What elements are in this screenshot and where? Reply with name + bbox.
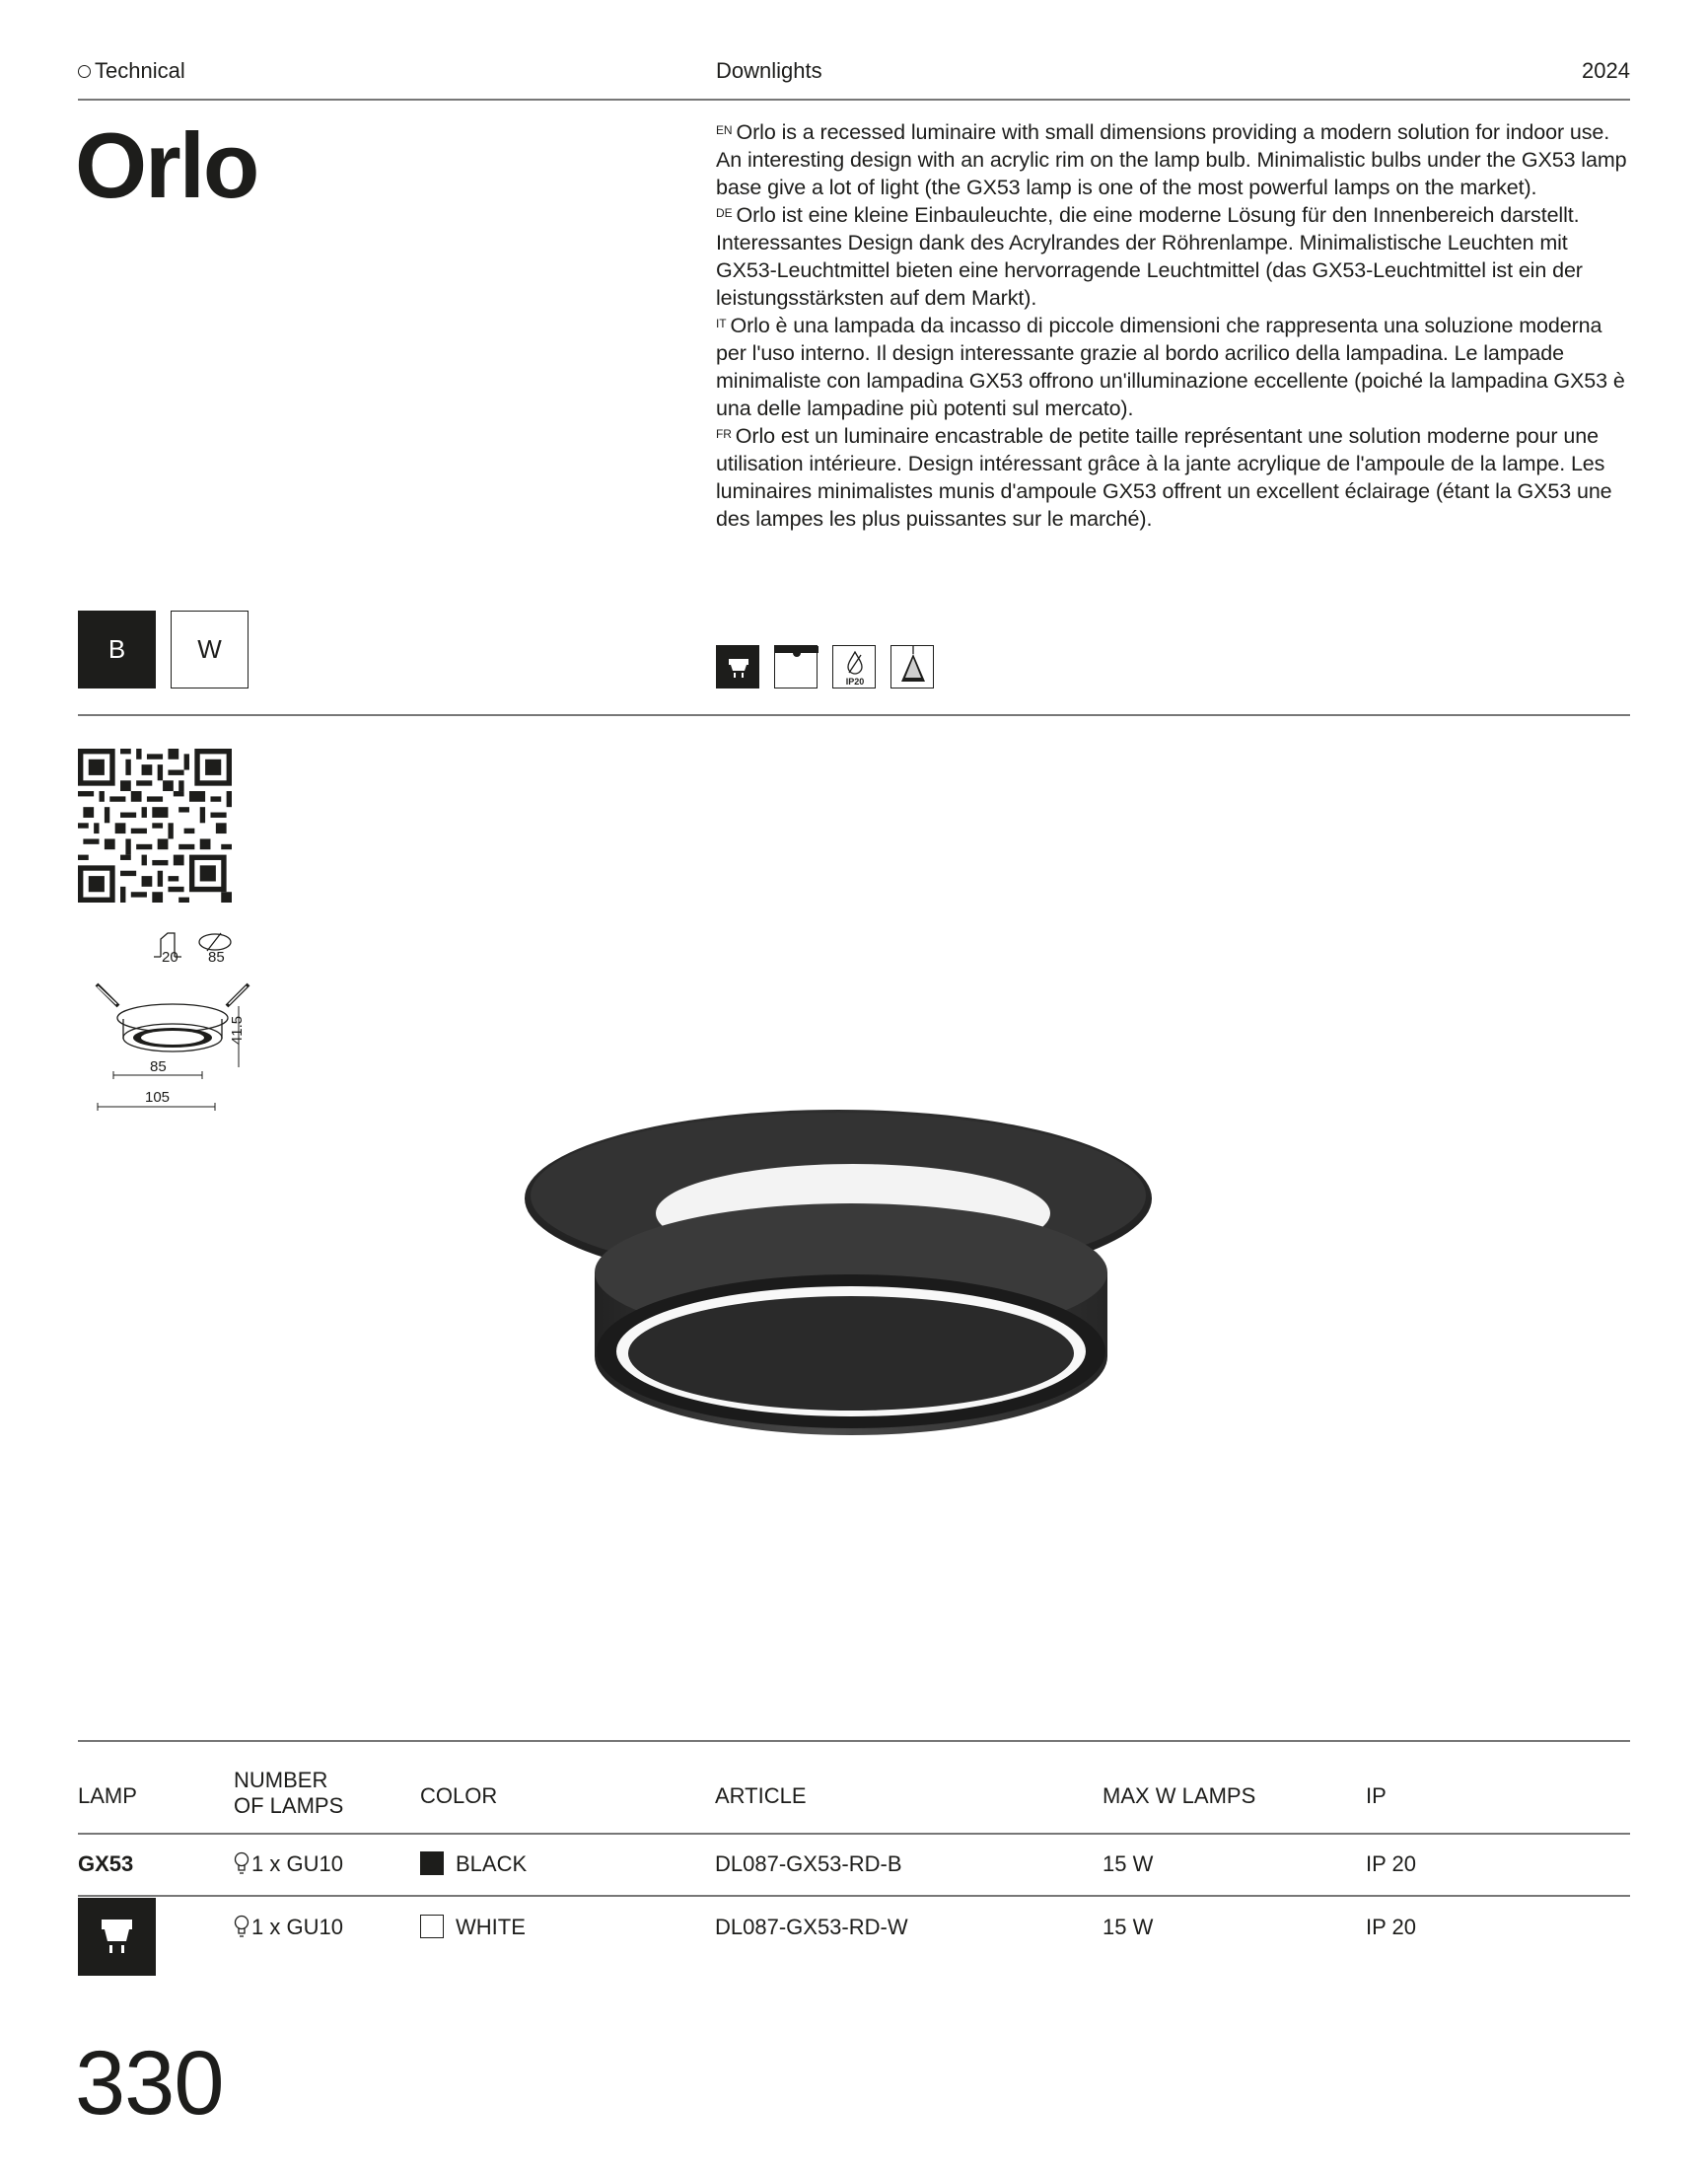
finish-black-swatch[interactable]: B (78, 611, 156, 688)
section-divider (78, 714, 1630, 716)
color-black: BLACK (420, 1850, 527, 1878)
svg-text:IP20: IP20 (845, 677, 865, 687)
ip-value: IP 20 (1366, 1915, 1416, 1939)
header-divider (78, 99, 1630, 101)
ip20-rating-icon (832, 645, 876, 688)
black-swatch-icon (420, 1851, 444, 1875)
outer-diameter-value: 105 (145, 1089, 171, 1106)
header-max-w: MAX W LAMPS (1103, 1783, 1256, 1808)
section-label (78, 57, 185, 85)
circle-icon (78, 65, 91, 78)
height-value: 41.5 (229, 1015, 247, 1046)
table-row: 1 x GU10 (234, 1914, 343, 1941)
header-color: COLOR (420, 1783, 498, 1808)
description-de: $^{DE}$ Orlo ist eine kleine Einbauleuchte, die eine moderne Lösung für den Innenbereich darstellt. Interessantes Design dank des Acrylrandes der Röhrenlampe. Minimalistische Leuchten mit GX53-Leuchtmittel bieten eine hervorragende Leuchtmittel (das GX53-Leuchtmittel ist ein der leistungsstärksten auf dem Markt). (716, 203, 1583, 310)
finish-white-swatch[interactable]: W (171, 611, 249, 688)
header-article: ARTICLE (715, 1783, 807, 1808)
ip-value: IP 20 (1366, 1851, 1416, 1876)
section-text: Technical (95, 58, 185, 83)
bulb-icon (234, 1915, 249, 1938)
gx53-lamp-icon (716, 645, 759, 688)
header-number-of-lamps: NUMBER OF LAMPS (234, 1768, 344, 1818)
max-w-value: 15 W (1103, 1851, 1154, 1876)
bulb-icon (234, 1851, 249, 1875)
description-it: $^{IT}$ Orlo è una lampada da incasso di piccole dimensioni che rappresenta una soluzione moderna per l'uso interno. Il design interessante grazie al bordo acrilico della lampadina. Le lampade minimaliste con lampadina GX53 offrono un'illuminazione eccellente (poiché la lampadina GX53 è una delle lampadine più potenti sul mercato). (716, 314, 1625, 420)
table-row-divider (78, 1895, 1630, 1897)
gx53-lamp-icon (78, 1898, 156, 1976)
description-fr: $^{FR}$ Orlo est un luminaire encastrable de petite taille représentant une solution moderne pour une utilisation intérieure. Design intéressant grâce à la jante acrylique de l'ampoule de la lampe. Les luminaires minimalistes munis d'ampoule GX53 offrent un excellent éclairage (étant la GX53 une des lampes les plus puissantes sur le marché). (716, 424, 1612, 531)
cutout-value: 85 (208, 949, 225, 966)
description-en: $^{EN}$ Orlo is a recessed luminaire with small dimensions providing a modern solution for indoor use. An interesting design with an acrylic rim on the lamp bulb. Minimalistic bulbs under the GX53 lamp base give a lot of light (the GX53 lamp is one of the most powerful lamps on the market). (716, 120, 1627, 199)
dimension-drawing (89, 927, 256, 1115)
table-header-divider (78, 1833, 1630, 1835)
white-swatch-icon (420, 1915, 444, 1938)
page-number: 330 (75, 2033, 224, 2134)
depth-value: 20 (162, 949, 178, 966)
light-beam-icon (890, 645, 934, 688)
qr-code[interactable] (78, 749, 232, 903)
product-title: Orlo (75, 113, 258, 217)
category-label: Downlights (716, 58, 822, 83)
article-code: DL087-GX53-RD-B (715, 1851, 902, 1876)
lamp-type: GX53 (78, 1851, 134, 1876)
inner-diameter-value: 85 (150, 1058, 167, 1075)
product-image (513, 1085, 1164, 1460)
color-white: WHITE (420, 1914, 526, 1941)
table-row: 1 x GU10 (234, 1850, 343, 1878)
recessed-mount-icon (774, 645, 818, 688)
year-label: 2024 (1582, 58, 1630, 83)
header-ip: IP (1366, 1783, 1387, 1808)
header-lamp: LAMP (78, 1783, 137, 1808)
table-top-divider (78, 1740, 1630, 1742)
product-description (716, 118, 1633, 533)
article-code: DL087-GX53-RD-W (715, 1915, 908, 1939)
max-w-value: 15 W (1103, 1915, 1154, 1939)
